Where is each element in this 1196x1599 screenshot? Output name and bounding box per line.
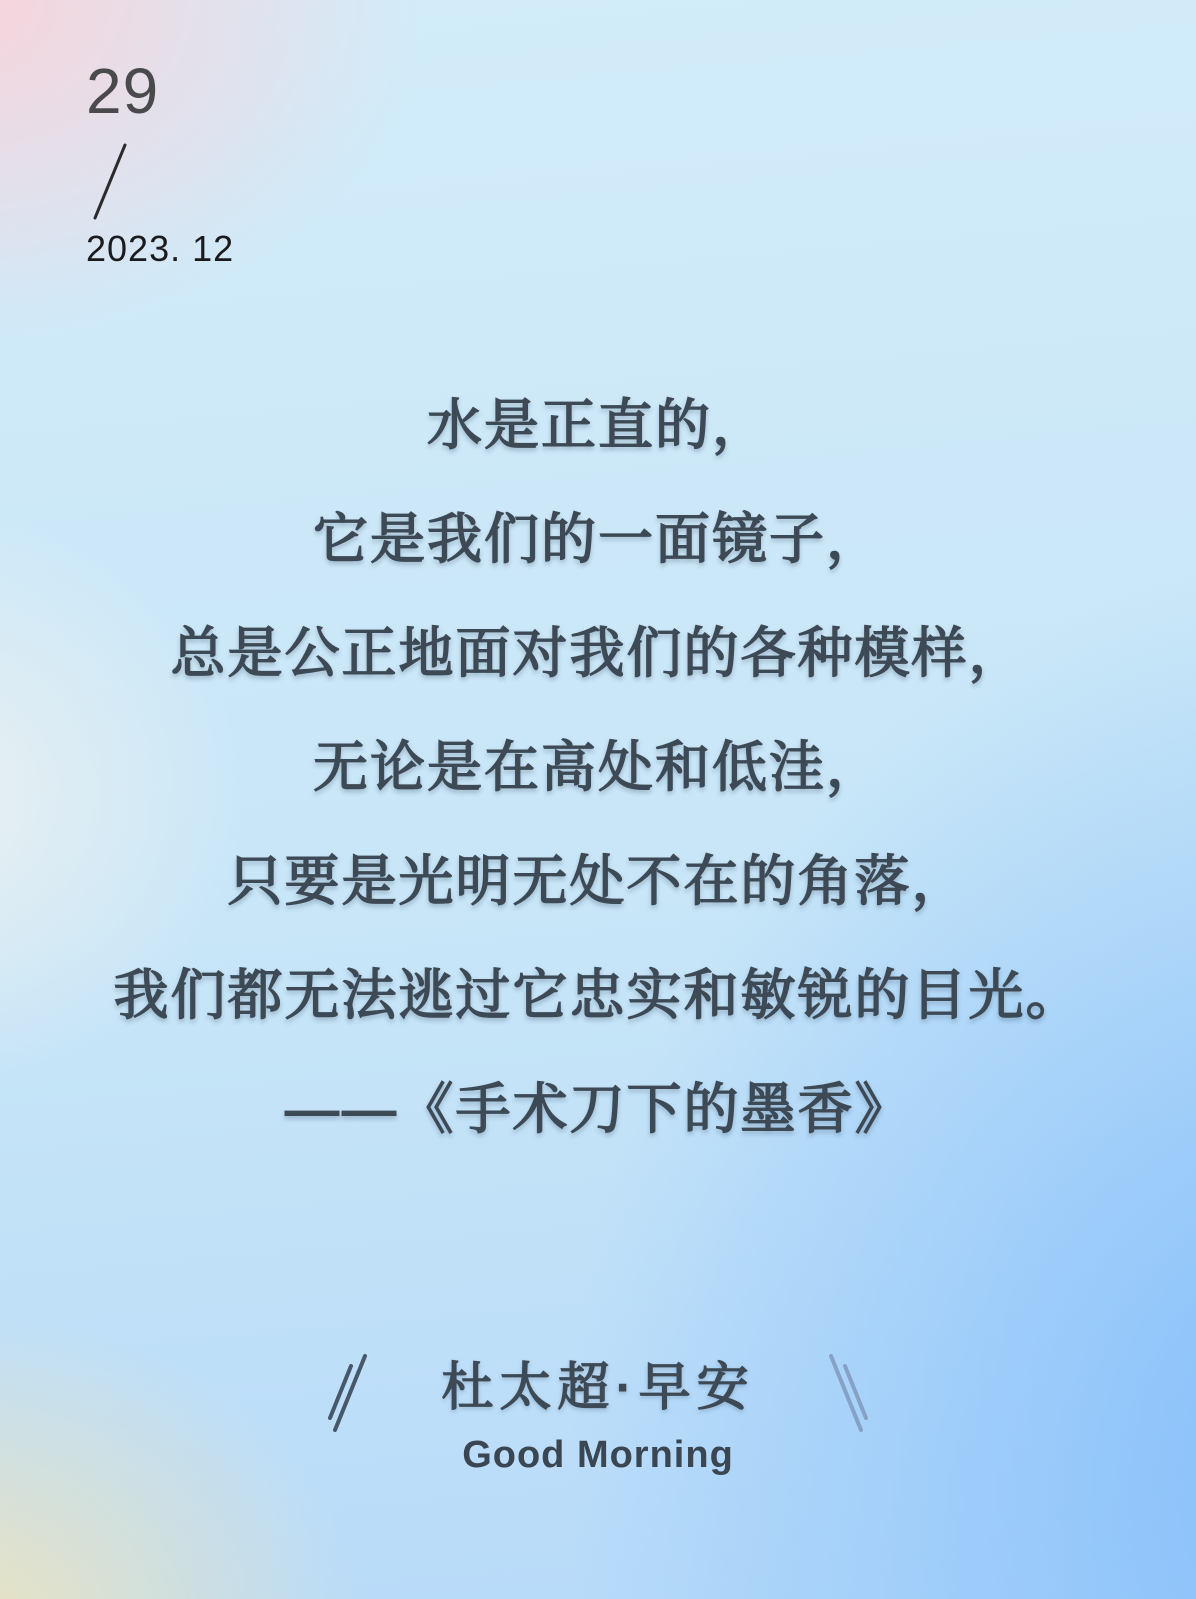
quote-line: 无论是在高处和低洼， [312,736,883,798]
date-day: 29 [86,55,160,127]
double-slash-right-icon [821,1350,875,1436]
quote-block [0,368,1196,1166]
signature-text: 杜太超·早安 [441,1359,755,1417]
quote-line: 我们都无法逃过它忠实和敏锐的目光。 [113,964,1083,1026]
quote-line: 只要是光明无处不在的角落， [227,850,969,912]
quote-line: 水是正直的， [426,394,769,456]
subtitle-good-morning: Good Morning [462,1434,734,1476]
quote-attribution: ——《手术刀下的墨香》 [284,1078,912,1140]
date-year-month: 2023. 12 [86,228,235,269]
footer [0,1336,1196,1477]
double-slash-left-icon [321,1350,375,1436]
quote-line: 它是我们的一面镜子， [312,508,883,570]
date-block [86,55,235,269]
quote-line: 总是公正地面对我们的各种模样， [170,622,1026,684]
date-slash-icon [90,142,130,222]
signature [321,1336,874,1440]
